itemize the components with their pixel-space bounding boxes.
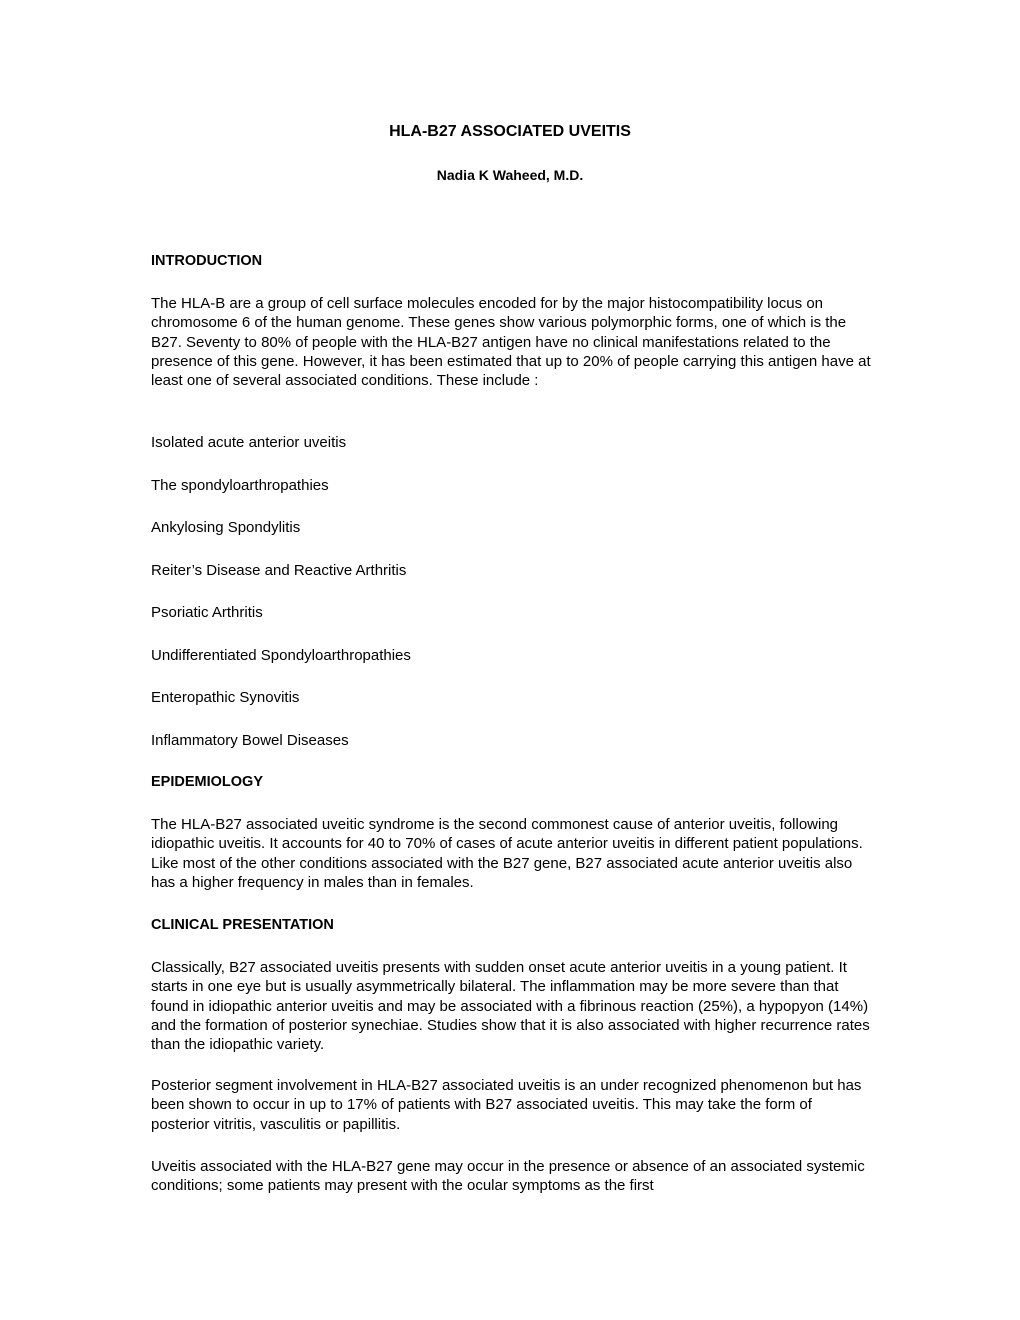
condition-item: Psoriatic Arthritis [151, 604, 263, 621]
condition-item: Inflammatory Bowel Diseases [151, 732, 349, 749]
section-heading-epidemiology: EPIDEMIOLOGY [151, 774, 263, 790]
condition-item: Undifferentiated Spondyloarthropathies [151, 647, 411, 664]
clinical-paragraph: Classically, B27 associated uveitis presents with sudden onset acute anterior uveitis in a young patient. It starts in one eye but is usually asymmetrically bilateral. The inflammation may be more severe than that found in idiopathic anterior uveitis and may be associated with a fibrinous reaction (25%), a hypopyon (14%) and the formation of posterior synechiae. Studies show that it is also associated with higher recurrence rates than the idiopathic variety. [151, 959, 870, 1054]
epidemiology-paragraph: The HLA-B27 associated uveitic syndrome is the second commonest cause of anterior uveitis, following idiopathic uveitis. It accounts for 40 to 70% of cases of acute anterior uveitis in different patient populations. Like most of the other conditions associated with the B27 gene, B27 associated acute anterior uveitis also has a higher frequency in males than in females. [151, 816, 863, 891]
document-title: HLA-B27 ASSOCIATED UVEITIS [389, 123, 631, 140]
condition-item: Enteropathic Synovitis [151, 689, 300, 706]
condition-item: The spondyloarthropathies [151, 477, 329, 494]
condition-item: Isolated acute anterior uveitis [151, 434, 347, 451]
section-heading-introduction: INTRODUCTION [151, 253, 263, 269]
clinical-paragraph: Posterior segment involvement in HLA-B27 associated uveitis is an under recognized phenomenon but has been shown to occur in up to 17% of patients with B27 associated uveitis. This may take the form of posterior vitritis, vasculitis or papillitis. [151, 1077, 862, 1133]
condition-item: Ankylosing Spondylitis [151, 519, 301, 536]
section-heading-clinical-presentation: CLINICAL PRESENTATION [151, 917, 334, 933]
condition-item: Reiter’s Disease and Reactive Arthritis [151, 562, 407, 579]
introduction-paragraph: The HLA-B are a group of cell surface molecules encoded for by the major histocompatibility locus on chromosome 6 of the human genome. These genes show various polymorphic forms, one of which is the B27. Seventy to 80% of people with the HLA-B27 antigen have no clinical manifestations related to the presence of this gene. However, it has been estimated that up to 20% of people carrying this antigen have at least one of several associated conditions. These include : [151, 295, 871, 390]
author-line: Nadia K Waheed, M.D. [436, 167, 584, 183]
clinical-paragraph: Uveitis associated with the HLA-B27 gene may occur in the presence or absence of an associated systemic conditions; some patients may present with the ocular symptoms as the first [151, 1158, 865, 1195]
